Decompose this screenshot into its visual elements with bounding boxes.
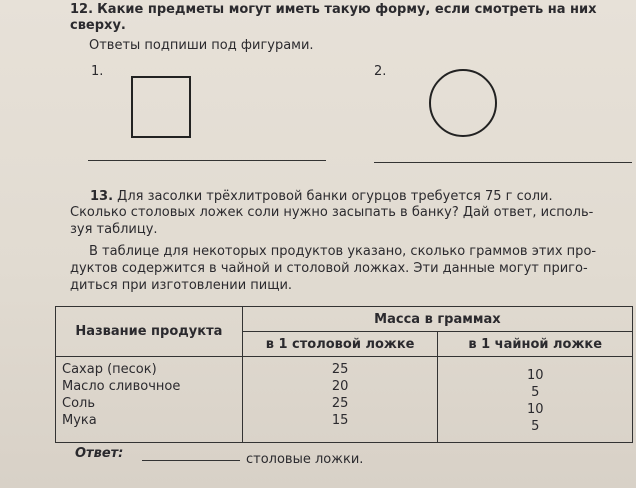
tablespoon-value: 25	[331, 362, 349, 377]
task12-instruction: Ответы подпиши под фигурами.	[89, 38, 314, 53]
task13-text1: Для засолки трёхлитровой банки огурцов требуется 75 г соли.	[117, 189, 553, 204]
task13-number: 13.	[90, 189, 114, 204]
table-body-row	[56, 357, 633, 443]
figure2-answer-line[interactable]	[374, 162, 632, 163]
teaspoon-values-cell	[438, 357, 633, 443]
header-teaspoon: в 1 чайной ложке	[438, 332, 633, 357]
task12-line1	[70, 2, 597, 18]
figure1-answer-line[interactable]	[88, 160, 326, 161]
product-name: Соль	[62, 396, 96, 411]
answer-unit: столовые ложки.	[246, 452, 364, 467]
tablespoon-value: 25	[331, 396, 349, 411]
teaspoon-value: 5	[531, 385, 540, 400]
answer-label: Ответ:	[75, 446, 124, 461]
tablespoon-values-cell	[242, 357, 438, 443]
task12-question-cont: сверху.	[70, 18, 126, 33]
product-names-cell	[56, 357, 243, 443]
task13-line3: зуя таблицу.	[70, 222, 158, 237]
tablespoon-value: 15	[331, 413, 349, 428]
task13-line1	[90, 188, 631, 205]
teaspoon-value: 10	[526, 402, 544, 417]
figure1-label: 1.	[91, 64, 104, 79]
figure2-label: 2.	[374, 64, 387, 79]
task12-number: 12.	[70, 2, 94, 17]
header-product: Название продукта	[56, 307, 243, 357]
teaspoon-value: 5	[531, 419, 540, 434]
task13-info1: В таблице для некоторых продуктов указано, сколько граммов этих про-	[89, 244, 597, 259]
teaspoon-value: 10	[526, 368, 544, 383]
task13-info3: диться при изготовлении пищи.	[70, 278, 293, 293]
tablespoon-value: 20	[331, 379, 349, 394]
task13-info2: дуктов содержится в чайной и столовой ложках. Эти данные могут приго-	[70, 261, 588, 276]
square-figure	[131, 76, 191, 138]
answer-input-line[interactable]	[142, 460, 240, 461]
task12-question: Какие предметы могут иметь такую форму, если смотреть на них	[97, 2, 597, 17]
product-mass-table	[55, 306, 633, 443]
product-name: Масло сливочное	[62, 379, 181, 394]
product-name: Сахар (песок)	[62, 362, 157, 377]
header-tablespoon: в 1 столовой ложке	[242, 332, 438, 357]
header-mass: Масса в граммах	[242, 307, 632, 332]
task13-line2: Сколько столовых ложек соли нужно засыпать в банку? Дай ответ, исполь-	[70, 205, 594, 220]
circle-figure	[429, 69, 497, 137]
product-name: Мука	[62, 413, 97, 428]
